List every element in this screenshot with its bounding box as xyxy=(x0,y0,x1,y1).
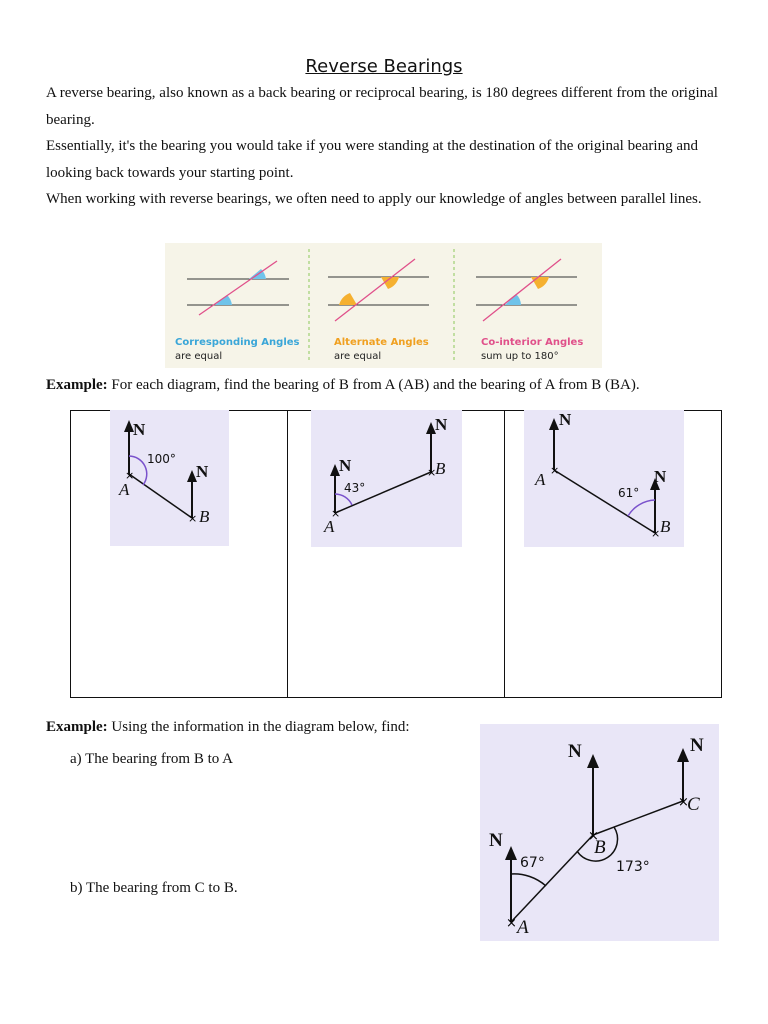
north-label: N xyxy=(196,462,209,481)
intro-paragraph-3: When working with reverse bearings, we often need to apply our knowledge of angles between parallel lines. xyxy=(46,191,702,207)
example-1-text: For each diagram, find the bearing of B from A (AB) and the bearing of A from B (BA). xyxy=(111,377,640,393)
corresponding-angles-title: Corresponding Angles xyxy=(175,337,300,348)
diagram-3 xyxy=(524,410,684,547)
point-b-label: B xyxy=(660,517,671,536)
north-label: N xyxy=(559,410,572,429)
grid-divider xyxy=(287,411,288,697)
north-label: N xyxy=(568,741,582,762)
point-a-label: A xyxy=(517,917,529,938)
example-1-label: Example: xyxy=(46,377,108,393)
alternate-angles-label xyxy=(334,336,429,364)
grid-divider xyxy=(504,411,505,697)
diagram-4-graphic xyxy=(480,724,719,941)
svg-text:×: × xyxy=(651,527,661,540)
example-2-heading xyxy=(46,719,410,736)
co-interior-angles-label xyxy=(481,336,583,364)
point-b-label: B xyxy=(435,459,446,478)
question-b: b) The bearing from C to B. xyxy=(70,880,238,896)
corresponding-angles-label xyxy=(175,336,299,364)
north-label: N xyxy=(339,456,352,475)
alternate-angles-sub: are equal xyxy=(334,351,382,362)
intro-paragraph-1: A reverse bearing, also known as a back bearing or reciprocal bearing, is 180 degrees different from the original bearing. xyxy=(46,85,718,128)
svg-text:×: × xyxy=(678,795,689,810)
point-a-label: A xyxy=(324,517,335,536)
point-c-label: C xyxy=(687,794,700,815)
north-label: N xyxy=(133,420,146,439)
svg-text:×: × xyxy=(188,512,198,525)
angle-67-label: 67° xyxy=(520,855,545,871)
example-1-heading xyxy=(46,377,640,394)
diagram-2 xyxy=(311,410,462,547)
page-title: Reverse Bearings xyxy=(305,56,463,77)
svg-text:×: × xyxy=(506,916,517,931)
svg-text:×: × xyxy=(331,507,341,520)
diagram-1-graphic xyxy=(110,410,229,546)
diagram-1 xyxy=(110,410,229,546)
north-label: N xyxy=(654,467,667,486)
north-label: N xyxy=(690,735,704,756)
angle-label: 100° xyxy=(147,452,176,466)
question-a: a) The bearing from B to A xyxy=(70,751,234,767)
diagram-4 xyxy=(480,724,719,941)
north-label: N xyxy=(489,830,503,851)
point-b-label: B xyxy=(594,837,606,858)
point-b-label: B xyxy=(199,507,210,526)
example-2-text: Using the information in the diagram below, find: xyxy=(111,719,410,735)
north-label: N xyxy=(435,415,448,434)
angle-label: 61° xyxy=(618,486,640,500)
point-a-label: A xyxy=(535,470,546,489)
example-2-label: Example: xyxy=(46,719,108,735)
svg-text:×: × xyxy=(427,466,437,479)
svg-text:×: × xyxy=(588,829,599,844)
angle-types-figure xyxy=(165,243,602,368)
co-interior-angles-sub: sum up to 180° xyxy=(481,351,559,362)
co-interior-angles-title: Co-interior Angles xyxy=(481,337,584,348)
svg-text:×: × xyxy=(125,469,135,482)
angle-label: 43° xyxy=(344,481,366,495)
point-a-label: A xyxy=(119,480,130,499)
alternate-angles-title: Alternate Angles xyxy=(334,337,429,348)
corresponding-angles-sub: are equal xyxy=(175,351,223,362)
angle-173-label: 173° xyxy=(616,859,650,875)
intro-paragraph-2: Essentially, it's the bearing you would take if you were standing at the destination of the original bearing and looking back towards your starting point. xyxy=(46,138,698,181)
svg-text:×: × xyxy=(550,464,560,477)
